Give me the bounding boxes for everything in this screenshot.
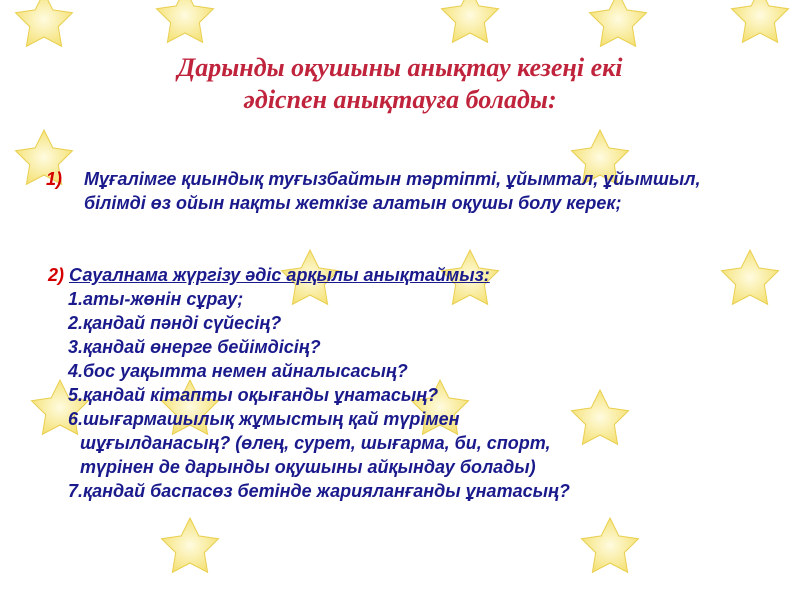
question-continuation: шұғылданасың? (өлең, сурет, шығарма, би, спорт, bbox=[80, 433, 551, 453]
method-item-1 bbox=[46, 167, 746, 215]
question-item: 6.шығармашылық жұмыстың қай түрімен bbox=[68, 409, 460, 429]
slide-title bbox=[40, 52, 760, 116]
item-number: 1) bbox=[46, 169, 63, 189]
method-item-2 bbox=[48, 263, 768, 503]
item-text: Мұғалімге қиындық туғызбайтын тәртіпті, ұйымтал, ұйымшыл, білімді өз ойын нақты жеткізе алатын оқушы болу керек; bbox=[84, 169, 701, 213]
star-icon bbox=[442, 0, 499, 42]
question-item: 5.қандай кітапты оқығанды ұнатасың? bbox=[68, 385, 439, 405]
star-icon bbox=[582, 518, 639, 572]
star-icon bbox=[157, 0, 214, 42]
question-item: 4.бос уақытта немен айналысасың? bbox=[68, 361, 408, 381]
title-line: әдіспен анықтауға болады: bbox=[243, 85, 557, 114]
title-line: Дарынды оқушыны анықтау кезеңі екі bbox=[177, 53, 623, 82]
star-icon bbox=[732, 0, 789, 42]
question-item: 7.қандай баспасөз бетінде жарияланғанды ұнатасың? bbox=[68, 481, 570, 501]
star-icon bbox=[162, 518, 219, 572]
question-item: 2.қандай пәнді сүйесің? bbox=[68, 313, 282, 333]
question-item: 3.қандай өнерге бейімдісің? bbox=[68, 337, 321, 357]
question-continuation: түрінен де дарынды оқушыны айқындау болады) bbox=[80, 457, 536, 477]
question-item: 1.аты-жөнін сұрау; bbox=[68, 289, 244, 309]
item-number: 2) bbox=[48, 265, 65, 285]
item-text: Сауалнама жүргізу әдіс арқылы анықтаймыз: bbox=[69, 265, 490, 285]
item-heading bbox=[48, 263, 768, 287]
star-icon bbox=[590, 0, 647, 46]
star-icon bbox=[16, 0, 73, 46]
